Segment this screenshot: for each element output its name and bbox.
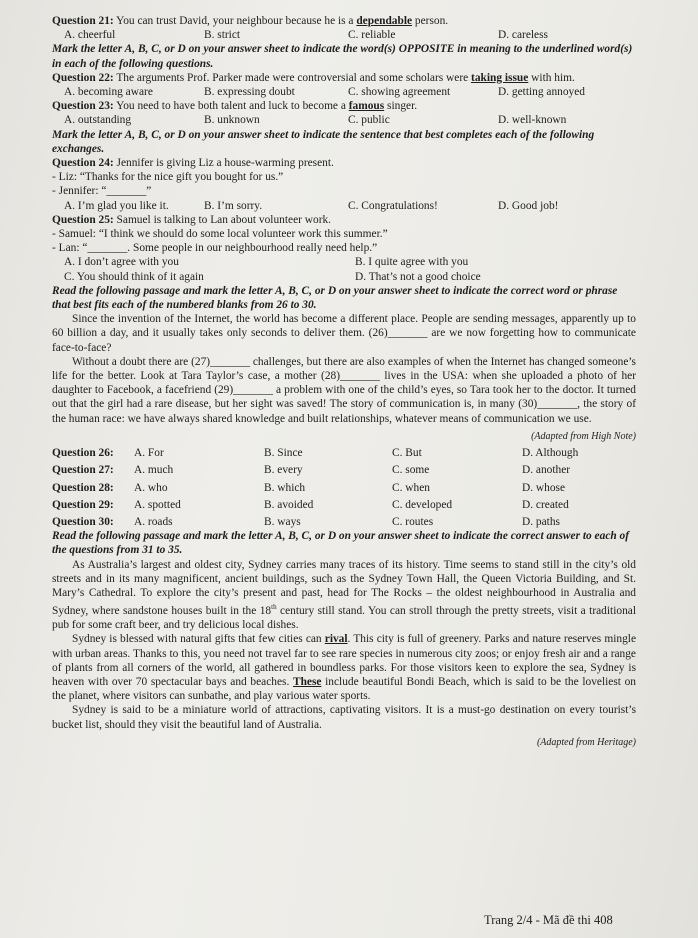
option[interactable]: A. spotted <box>134 498 181 511</box>
question-25: Question 25: Samuel is talking to Lan about volunteer work. <box>52 213 332 226</box>
option[interactable]: C. routes <box>392 515 434 528</box>
instruction-passage-2: Read the following passage and mark the letter A, B, C, or D on your answer sheet to indicate the correct answer to each of the questions from 31 to 35. <box>52 530 630 557</box>
passage-2-paragraph-3: Sydney is said to be a miniature world of attractions, captivating visitors. It is a must-go destination on every tourist’s bucket list, should they visit the beautiful land of Australia. <box>52 704 636 731</box>
passage-2-paragraph-1: As Australia’s largest and oldest city, Sydney carries many traces of its history. Time seems to stand still in the city’s old streets and in its many magnificent, ancient buildings, such as the Sydney Town Hall, the Queen Victoria Building, and St. Mary’s Cathedral. To explore the city’s present and past, head for The Rocks – the oldest neighbourhood in Australia and Sydney, where sandstone houses built in the 18th century still stand. You can stroll through the pretty streets, visit a traditional pub for some craft beer, and try delicious local dishes. <box>52 558 636 632</box>
page-footer: Trang 2/4 - Mã đề thi 408 <box>484 913 613 927</box>
option[interactable]: D. Good job! <box>498 199 559 212</box>
instruction-exchanges: Mark the letter A, B, C, or D on your answer sheet to indicate the sentence that best completes each of the following exchanges. <box>52 128 595 155</box>
dialogue-line: - Lan: “_______. Some people in our neighbourhood really need help.” <box>52 242 378 255</box>
q29-options <box>52 498 636 512</box>
option[interactable]: C. But <box>392 447 422 460</box>
question-label: Question 29: <box>52 498 114 511</box>
option[interactable]: D. Although <box>522 447 579 460</box>
option[interactable]: B. ways <box>264 515 301 528</box>
question-21: Question 21: You can trust David, your neighbour because he is a dependable person. <box>52 15 449 27</box>
option[interactable]: B. Since <box>264 447 303 460</box>
question-23: Question 23: You need to have both talent and luck to become a famous singer. <box>52 100 418 113</box>
instruction-opposite: Mark the letter A, B, C, or D on your answer sheet to indicate the word(s) OPPOSITE in meaning to the underlined word(s) in each of the following questions. <box>52 43 633 70</box>
option[interactable]: C. Congratulations! <box>348 199 438 212</box>
question-label: Question 30: <box>52 515 114 528</box>
dialogue-line: - Jennifer: “_______” <box>52 185 152 198</box>
question-label: Question 28: <box>52 481 114 494</box>
option[interactable]: C. reliable <box>348 29 396 42</box>
instruction-passage-1: Read the following passage and mark the letter A, B, C, or D on your answer sheet to indicate the correct word or phrase that best fits each of the numbered blanks from 26 to 30. <box>52 284 618 312</box>
option[interactable]: C. some <box>392 464 430 477</box>
option[interactable]: B. unknown <box>204 114 260 127</box>
option[interactable]: C. developed <box>392 498 453 511</box>
dialogue-line: - Liz: “Thanks for the nice gift you bought for us.” <box>52 171 284 184</box>
q23-options <box>52 113 636 127</box>
option[interactable]: D. paths <box>522 515 560 528</box>
question-label: Question 26: <box>52 447 114 460</box>
q28-options <box>52 481 636 495</box>
q25-options-row1 <box>52 255 636 269</box>
option[interactable]: B. I’m sorry. <box>204 199 263 212</box>
option[interactable]: A. roads <box>134 515 173 528</box>
q22-options <box>52 85 636 99</box>
option[interactable]: A. I’m glad you like it. <box>64 199 169 212</box>
passage-2-paragraph-2: Sydney is blessed with natural gifts that few cities can rival. This city is full of greenery. Parks and nature reserves mingle with urban areas. Thanks to this, you need not travel far to see rare species in numerous city zoos; or enjoy fresh air and a range of plants from all corners of the world, all gathered in boundless parks. For those visitors keen to explore the sea, Sydney is heaven with over 70 spectacular bays and beaches. These include beautiful Bondi Beach, which is said to be the loveliest on the planet, where visitors can sunbathe, and play various water sports. <box>52 633 636 703</box>
option[interactable]: D. created <box>522 498 569 511</box>
source-note-2: (Adapted from Heritage) <box>536 736 636 748</box>
q24-options <box>52 199 636 213</box>
option[interactable]: C. when <box>392 481 430 494</box>
q25-options-row2 <box>52 270 636 284</box>
option[interactable]: C. You should think of it again <box>64 270 204 283</box>
question-label: Question 27: <box>52 464 114 477</box>
option[interactable]: B. I quite agree with you <box>355 256 469 269</box>
dialogue-line: - Samuel: “I think we should do some local volunteer work this summer.” <box>52 228 388 241</box>
option[interactable]: A. cheerful <box>64 29 116 42</box>
option[interactable]: B. strict <box>204 29 241 42</box>
option[interactable]: D. well-known <box>498 114 567 127</box>
passage-1-paragraph: Since the invention of the Internet, the world has become a different place. People are sending messages, apparently up to 60 billion a day, and it usually takes only seconds to deliver them. (26)_______ are we now forgetting how to communicate face-to-face? <box>52 313 636 354</box>
question-22: Question 22: The arguments Prof. Parker made were controversial and some scholars were taking issue with him. <box>52 71 575 84</box>
option[interactable]: D. whose <box>522 481 566 494</box>
option[interactable]: B. expressing doubt <box>204 86 295 99</box>
q27-options <box>52 463 636 477</box>
q26-options <box>52 446 636 460</box>
option[interactable]: D. another <box>522 464 571 477</box>
option[interactable]: A. I don’t agree with you <box>64 256 179 269</box>
q30-options <box>52 515 636 529</box>
source-note-1: (Adapted from High Note) <box>531 430 636 442</box>
option[interactable]: D. careless <box>498 29 548 42</box>
option[interactable]: D. getting annoyed <box>498 86 585 99</box>
option[interactable]: B. avoided <box>264 498 314 511</box>
option[interactable]: A. much <box>134 464 174 477</box>
question-24: Question 24: Jennifer is giving Liz a house-warming present. <box>52 157 334 170</box>
option[interactable]: A. who <box>134 481 168 494</box>
option[interactable]: A. becoming aware <box>64 86 153 99</box>
option[interactable]: B. every <box>264 464 303 477</box>
option[interactable]: B. which <box>264 481 306 494</box>
option[interactable]: C. public <box>348 114 390 127</box>
option[interactable]: A. outstanding <box>64 114 132 127</box>
option[interactable]: A. For <box>134 447 164 460</box>
option[interactable]: D. That’s not a good choice <box>355 270 481 283</box>
q21-options <box>52 28 636 42</box>
option[interactable]: C. showing agreement <box>348 86 451 99</box>
passage-1-paragraph: Without a doubt there are (27)_______ challenges, but there are also examples of when the Internet has changed someone’s life for the better. Look at Tara Taylor’s case, a mother (28)_______ lives in the USA: when she uploaded a photo of her daughter to Facebook, a facefriend (29)_______ a problem with one of the child’s eyes, so Tara took her to the doctor. It turned out that the girl had a rare disease, but her sight was saved! The story of communication is, in many (30)_______, the story of the human race: we have always shared knowledge and built relationships, whatever means of communication we use. <box>52 355 636 425</box>
